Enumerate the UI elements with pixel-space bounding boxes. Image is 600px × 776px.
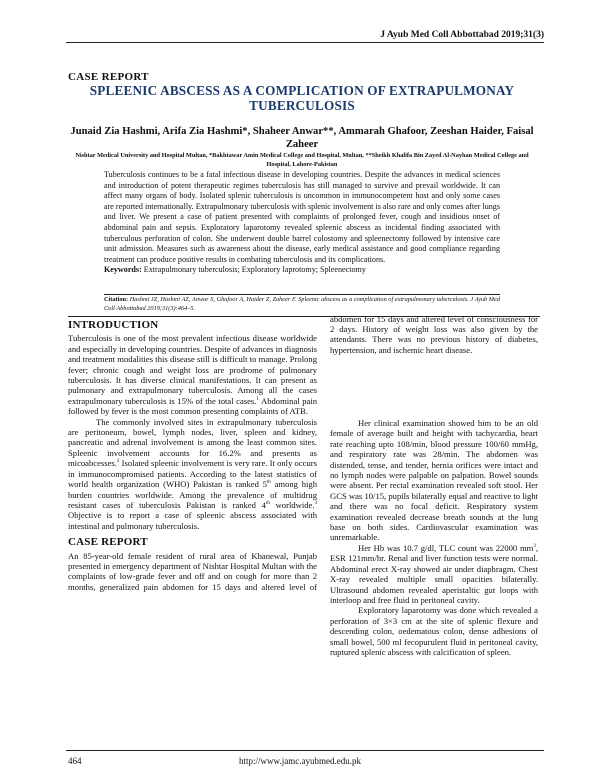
citation-text: Hashmi JZ, Hashmi AZ, Anwar S, Ghafoor A, Haider Z, Zaheer F. Spleenic abscess as a complication of extrapulmonary tuberculosis. J Ayub Med Coll Abbottabad 2019;31(3):464–5.: [104, 296, 500, 312]
case-p1-continuation: abdomen for 15 days and altered level of consciousness for 2 days. History of weight loss was also given by the attendants. There was no previous history of diabetes, hypertension, and ischemic heart disease.: [330, 314, 538, 355]
intro-p2-text-c: among high burden countries worldwide. Among the prevalence of multidrug resistant cases of tuberculosis Pakistan is ranked 4: [68, 479, 317, 510]
intro-p2-text: The commonly involved sites in extrapulmonary tuberculosis are peritoneum, bowel, lymph nodes, liver, spleen and kidney, pancreatic and adrenal involvement is among the least common sites. Spleenic involvement accounts for 16.2% and presents as micoabcesses.: [68, 416, 317, 469]
right-column: [330, 314, 538, 657]
article-affiliation: Nishtar Medical University and Hospital Multan, *Bakhtawar Amin Medical College and Hospital, Multan, **Sheikh Khalifa Bin Zayed Al-Nayhan Medical College and Hospital, Lahore-Pakistan: [75, 152, 529, 168]
case-p3-text: Her Hb was 10.7 g/dl, TLC count was 22000 mm: [358, 542, 534, 553]
article-authors: Junaid Zia Hashmi, Arifa Zia Hashmi*, Shaheer Anwar**, Ammarah Ghafoor, Zeeshan Haider, Faisal Zaheer: [70, 126, 534, 150]
intro-p2-text-e: Objective is to report a case of spleenic abscess associated with intestinal and pulmonary tuberculosis.: [68, 510, 317, 531]
abstract-rule: [104, 294, 500, 295]
introduction-heading: INTRODUCTION: [68, 319, 159, 331]
ordinal-sup: th: [266, 480, 271, 486]
keywords-text: Extrapulmonary tuberculosis; Exploratory laprotomy; Spleenectomy: [141, 265, 366, 275]
case-paragraph-1: An 85-year-old female resident of rural area of Khanewal, Punjab presented in emergency department of Nishtar Hospital Multan with the complaints of low-grade fever and off and on cough for more than 2 months, generalized pain abdomen for 15 days and altered level of: [68, 550, 317, 592]
ref-sup: 1: [256, 396, 259, 402]
case-p3-text-cont: , ESR 121mm/hr. Renal and liver function tests were normal. Abdominal erect X-ray showed air under diaphragm. Chest X-ray revealed multiple small opacities bilaterally. Ultrasound abdomen revealed aperistaltic gut loops with interloop and free fluid in peritoneal cavity.: [330, 542, 538, 605]
footer-rule: [66, 750, 544, 751]
intro-p2-text-d: worldwide.: [269, 499, 315, 510]
case-report-heading: CASE REPORT: [68, 536, 148, 549]
intro-p2-text-b: Isolated spleenic involvement is very rare. It only occurs in immunocompromised patients. According to the latest statistics of world health organization (WHO) Pakistan is ranked 5: [68, 458, 317, 490]
page-number: 464: [68, 756, 82, 766]
journal-header: J Ayub Med Coll Abbottabad 2019;31(3): [380, 30, 544, 40]
intro-paragraph-2: [68, 417, 317, 531]
header-rule: [66, 42, 544, 43]
ordinal-sup: th: [265, 501, 270, 507]
journal-url[interactable]: http://www.jamc.ayubmed.edu.pk: [239, 756, 361, 766]
keywords-label: Keywords:: [104, 265, 142, 275]
case-paragraph-2: Her clinical examination showed him to be an old female of average built and height with tachycardia, heart rate reaching upto 108/min, blood pressure 100/60 mmHg, and respiratory rate was 28/min. The abdomen was distended, tense, and tender, hernia orifices were intact and no lymph nodes were palpable on palpation. Bowel sounds were absent. Per rectal examination revealed soft stool. Her GCS was 10/15, pupils bilaterally equal and reactive to light and there was no focal deficit. Respiratory system examination revealed decrease breath sounds at the lung base on both sides. Cardiovascular examination was unremarkable.: [330, 418, 538, 543]
intro-p1-text-cont: Abdominal pain followed by fever is the most common presenting complaints of ATB.: [68, 395, 317, 417]
article-type: CASE REPORT: [68, 71, 149, 83]
ref-sup: 2: [116, 459, 120, 465]
abstract-text: Tuberculosis continues to be a fatal infectious disease in developing countries. Despite the advances in medical sciences and introduction of potent therapeutic regimes tuberculosis has still managed to survive and prevail worldwide. It can affect many organs of body. Isolated splenic tuberculosis is uncommon in immunocompetent host and only some cases are reported internationally. Extrapulmonary tuberculosis with splenic involvement is also rare and only comes after lungs and liver. We present a case of patient presented with complaints of prolonged fever, cough and insidious onset of abdominal pain and sepsis. Exploratory laparotomy revealed spleenic abscess as incidental finding associated with tuberculous perforation of colon. She underwent double barrel colostomy and spleenectomy followed by intensive care unit admission. Measures such as awareness about the disease, early medical assistance and good compliance regarding treatment can produce positive results in combating tuberculosis and its complications.: [104, 170, 500, 264]
article-title: SPLEENIC ABSCESS AS A COMPLICATION OF EXTRAPULMONAY TUBERCULOSIS: [89, 83, 515, 113]
case-paragraph-3: [330, 543, 538, 605]
case-paragraph-4: Exploratory laparotomy was done which revealed a perforation of 3×3 cm at the site of splenic flexure and descending colon, oedematous colon, dense adhesions of small bowel, 500 ml fecopurulent fluid in peritoneal cavity, ruptured splenic abscess with calcification of spleen.: [330, 605, 538, 657]
citation-label: Citation:: [104, 296, 129, 303]
left-column: [68, 320, 317, 592]
unit-sup: 3: [533, 544, 536, 550]
intro-p1-text: Tuberculosis is one of the most prevalent infectious disease worldwide and especially in developing countries. Despite of advances in diagnosis and treatment modalities this disease still is difficult to manage. Prolong fever; chronic cough and weight loss are prodrome of pulmonary tuberculosis. It has diverse clinical manifestations. It can present as pulmonary and extrapulmonary tuberculosis. Among all the cases extrapulmonary tuberculosis is 15% of the total cases.: [68, 333, 317, 406]
keywords: [104, 265, 500, 276]
citation: [104, 296, 500, 313]
intro-paragraph-1: [68, 333, 317, 416]
abstract: [104, 170, 500, 276]
ref-sup: 3: [314, 501, 317, 507]
case-paragraph-1-continued: [330, 314, 538, 418]
